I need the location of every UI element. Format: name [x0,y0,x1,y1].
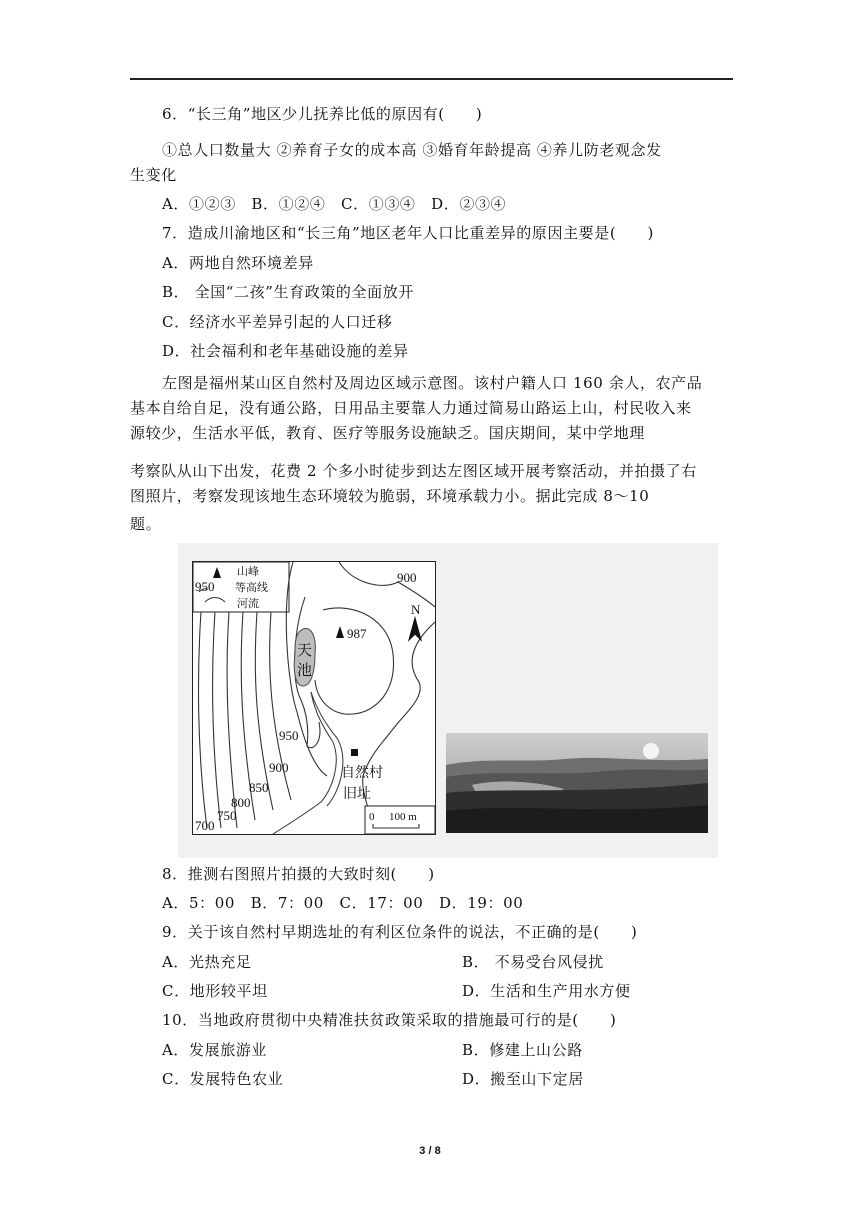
contour-line-east [363,622,435,834]
lake-label-2: 池 [297,663,313,679]
landscape-photo [446,733,708,833]
q6-options: A．①②③ B．①②④ C．①③④ D．②③④ [162,195,507,213]
q7-option-d: D．社会福利和老年基础设施的差异 [162,342,409,360]
legend-contour-value: 950 [195,579,215,594]
passage-line2: 基本自给自足，没有通公路，日用品主要靠人力通过简易山路运上山，村民收入来 [130,399,692,417]
q7-option-b: B． 全国“二孩”生育政策的全面放开 [162,283,414,301]
contour-label-900-ne: 900 [397,570,417,585]
peak-icon [336,626,344,638]
contour-label-950: 950 [279,728,299,743]
contour-label-750: 750 [217,808,237,823]
q6-statements-line2: 生变化 [130,166,177,184]
village-label-2: 旧址 [343,787,371,802]
q7-stem: 7．造成川渝地区和“长三角”地区老年人口比重差异的原因主要是( ) [162,224,654,242]
q7-option-c: C．经济水平差异引起的人口迁移 [162,313,393,331]
legend-peak-label: 山峰 [237,566,259,578]
passage-line5: 图照片，考察发现该地生态环境较为脆弱，环境承载力小。据此完成 8～10 [130,487,650,505]
legend-contour-label: 等高线 [235,582,268,594]
peak-elevation: 987 [347,626,367,641]
q6-statements-line1: ①总人口数量大 ②养育子女的成本高 ③婚育年龄提高 ④养儿防老观念发 [162,141,662,159]
q9-stem: 9．关于该自然村早期选址的有利区位条件的说法，不正确的是( ) [162,923,638,941]
q8-stem: 8．推测右图照片拍摄的大致时刻( ) [162,865,435,883]
north-label: N [411,602,421,617]
contour-label-700: 700 [195,818,215,833]
q10-option-d: D．搬至山下定居 [462,1070,584,1088]
passage-line3: 源较少，生活水平低，教育、医疗等服务设施缺乏。国庆期间，某中学地理 [130,424,645,442]
header-rule [130,78,733,80]
passage-line4: 考察队从山下出发，花费 2 个多小时徒步到达左图区域开展考察活动，并拍摄了右 [130,462,697,480]
page-number: 3 / 8 [419,1145,441,1157]
legend-river-label: 河流 [237,598,259,610]
contour-line [199,612,207,828]
contour-line-900-ne [339,562,435,607]
contour-line [213,612,221,828]
q7-option-a: A．两地自然环境差异 [162,254,314,272]
contour-map [192,561,436,835]
passage-line1: 左图是福州某山区自然村及周边区域示意图。该村户籍人口 160 余人，农产品 [162,374,703,392]
q9-option-b: B． 不易受台风侵扰 [462,953,604,971]
village-label-1: 自然村 [341,766,383,781]
contour-line-peak [315,608,394,714]
contour-label-900: 900 [269,760,289,775]
lake-label-1: 天 [297,643,313,659]
north-arrow-icon [409,618,421,640]
scale-zero: 0 [369,811,375,823]
contour-label-800: 800 [231,795,251,810]
scale-distance: 100 m [389,811,417,823]
q10-option-a: A．发展旅游业 [162,1041,268,1059]
q8-options: A．5：00 B．7：00 C．17：00 D．19：00 [162,894,524,912]
q10-option-c: C．发展特色农业 [162,1070,284,1088]
q9-option-d: D．生活和生产用水方便 [462,982,631,1000]
q10-option-b: B．修建上山公路 [462,1041,583,1059]
sun-icon [643,743,659,759]
q9-option-a: A．光热充足 [162,953,252,971]
q10-stem: 10．当地政府贯彻中央精准扶贫政策采取的措施最可行的是( ) [162,1011,617,1029]
q9-option-c: C．地形较平坦 [162,982,268,1000]
village-marker [351,749,358,756]
contour-label-850: 850 [249,780,269,795]
passage-line6: 题。 [130,515,162,533]
q6-stem: 6．“长三角”地区少儿抚养比低的原因有( ) [162,105,483,123]
figure-panel [178,543,718,858]
